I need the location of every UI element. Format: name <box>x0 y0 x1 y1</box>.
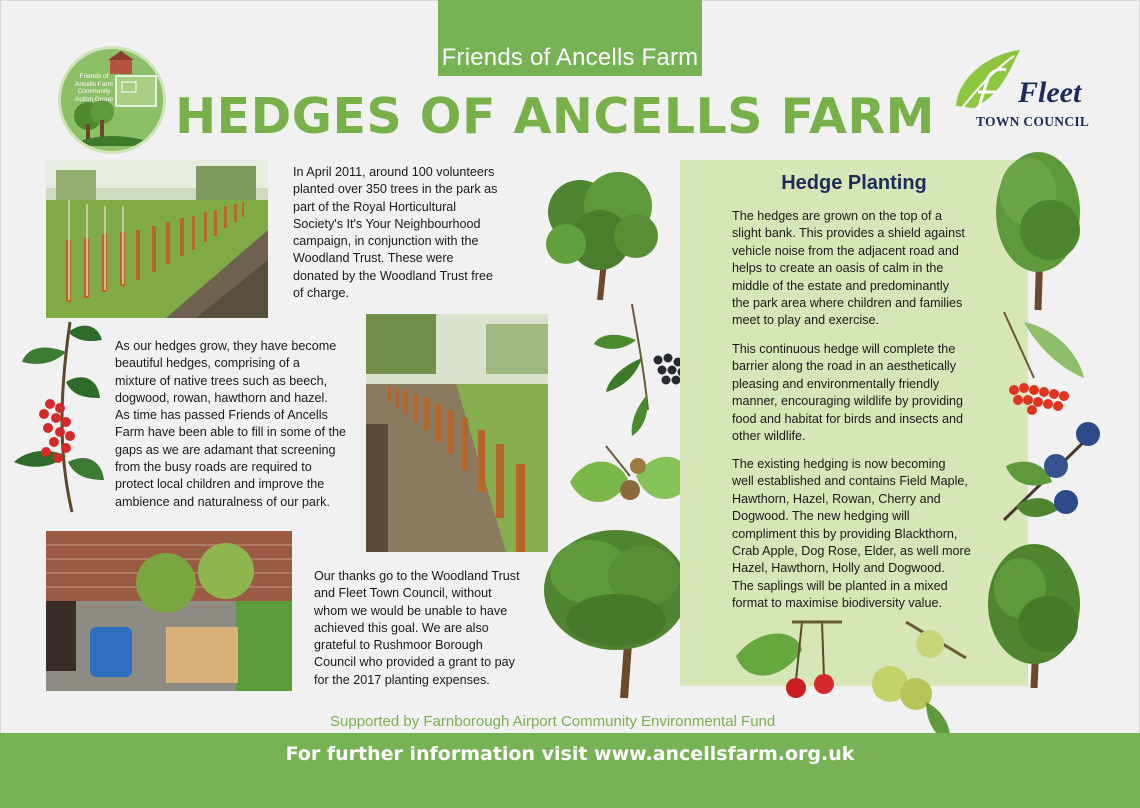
fleet-logo-word: Fleet <box>1018 76 1082 109</box>
hedge-planting-paragraph-2: This continuous hedge will complete the barrier along the road in an aesthetically pleasing and environmentally friendly manner, encouraging wildlife by providing food and habitat for birds and insects and other wildlife. <box>732 342 964 444</box>
badge-text: Friends of Ancells Farm Community Action Group <box>75 73 113 103</box>
potted-saplings-photo <box>46 531 292 691</box>
footer-bar <box>0 733 1140 808</box>
growth-paragraph: As our hedges grow, they have become beautiful hedges, comprising of a mixture of native trees such as beech, dogwood, rowan, hawthorn and hazel. As time has passed Friends of Ancells Farm have been able to fill in some of the gaps as we are adamant that screening from the busy roads are required to protect local children and improve the ambience and naturalness of our park. <box>115 339 347 509</box>
hedge-planting-title: Hedge Planting <box>781 172 927 194</box>
community-group-badge <box>58 46 166 154</box>
holly-illustration <box>10 312 110 522</box>
town-council-label: TOWN COUNCIL <box>976 114 1090 129</box>
hedge-planting-paragraph-3: The existing hedging is now becoming well established and contains Field Maple, Hawthorn, Hazel, Rowan, Cherry and Dogwood. The new hedging will compliment this by providing Blackthorn, Crab Apple, Dog Rose, Elder, as well more Hazel, Hawthorn, Holly and Dogwood. The saplings will be planted in a mixed format to maximise biodiversity value. <box>732 457 971 611</box>
saplings-field-photo <box>46 160 268 318</box>
supported-by-text: Supported by Farnborough Airport Community Environmental Fund <box>330 713 776 730</box>
oak-tree-illustration <box>984 540 1084 690</box>
hawthorn-tree-illustration <box>540 524 692 700</box>
tree-illustration <box>540 162 670 302</box>
header-tab-label: Friends of Ancells Farm <box>441 44 699 71</box>
blackthorn-illustration <box>996 420 1106 530</box>
crab-apple-illustration <box>866 618 976 748</box>
hazel-illustration <box>566 436 696 526</box>
cherry-illustration <box>732 616 844 706</box>
header-tab <box>438 0 702 76</box>
rowan-illustration <box>994 308 1088 418</box>
saplings-row-photo <box>366 314 548 552</box>
page-title: HEDGES OF ANCELLS FARM <box>175 88 935 145</box>
beech-tree-illustration <box>988 142 1088 312</box>
hedge-planting-paragraph-1: The hedges are grown on the top of a slight bank. This provides a shield against vehicle noise from the adjacent road and helps to create an oasis of calm in the middle of the estate and predominantly the park area where children and families meet to play and exercise. <box>732 209 965 328</box>
footer-info-text: For further information visit www.ancellsfarm.org.uk <box>285 743 855 765</box>
intro-paragraph: In April 2011, around 100 volunteers planted over 350 trees in the park as part of the Royal Horticultural Society's It's Your Neighbourhood campaign, in conjunction with the Woodland Trust. These were donated by the Woodland Trust free of charge. <box>293 165 498 301</box>
thanks-paragraph: Our thanks go to the Woodland Trust and Fleet Town Council, without whom we would be unable to have achieved this goal. We are also grateful to Rushmoor Borough Council who provided a grant to pay for the 2017 planting expenses. <box>314 569 520 687</box>
